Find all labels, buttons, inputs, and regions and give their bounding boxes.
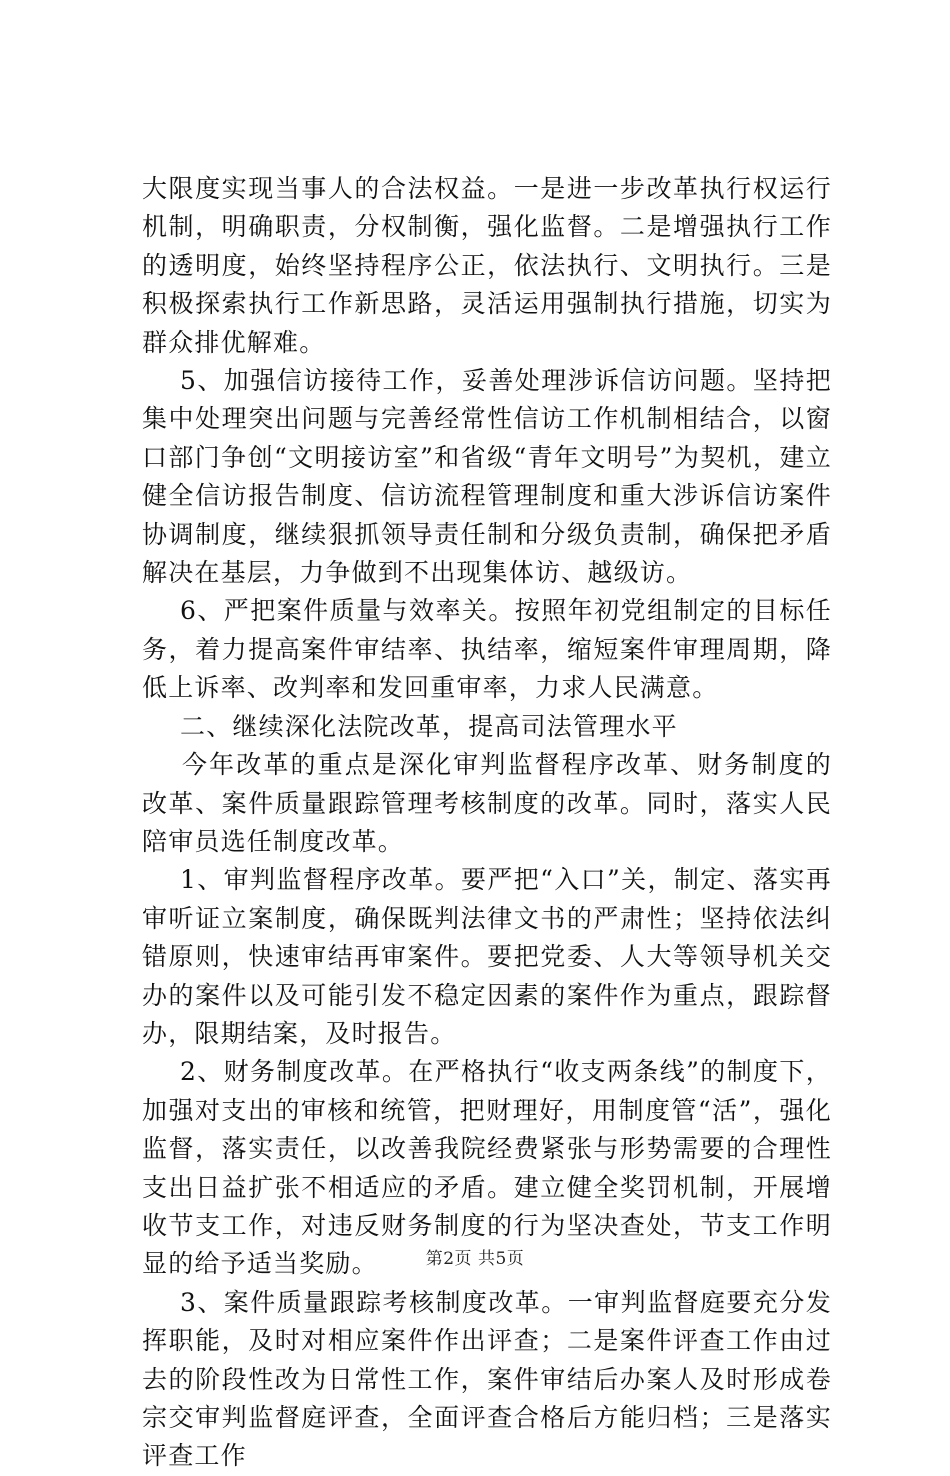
page-footer — [0, 1244, 950, 1269]
paragraph-item-6: 6、严把案件质量与效率关。按照年初党组制定的目标任务，着力提高案件审结率、执结率，缩短案件审理周期，降低上诉率、改判率和发回重审率，力求人民满意。 — [142, 596, 832, 703]
paragraph-reform-1: 1、审判监督程序改革。要严把“入口”关，制定、落实再审听证立案制度，确保既判法律文书的严肃性；坚持依法纠错原则，快速审结再审案件。要把党委、人大等领导机关交办的案件以及可能引发不稳定因素的案件作为重点，跟踪督办，限期结案，及时报告。 — [142, 865, 832, 1048]
page-number-label: 第2页 共5页 — [425, 1249, 525, 1269]
paragraph-reform-focus: 今年改革的重点是深化审判监督程序改革、财务制度的改革、案件质量跟踪管理考核制度的改革。同时，落实人民陪审员选任制度改革。 — [142, 750, 832, 856]
document-body — [142, 170, 832, 1476]
paragraph-reform-3: 3、案件质量跟踪考核制度改革。一审判监督庭要充分发挥职能，及时对相应案件作出评查；二是案件评查工作由过去的阶段性改为日常性工作，案件审结后办案人及时形成卷宗交审判监督庭评查，全面评查合格后方能归档；三是落实评查工作 — [142, 1287, 832, 1471]
paragraph-execution-continued: 大限度实现当事人的合法权益。一是进一步改革执行权运行机制，明确职责，分权制衡，强化监督。二是增强执行工作的透明度，始终坚持程序公正，依法执行、文明执行。三是积极探索执行工作新思路，灵活运用强制执行措施，切实为群众排优解难。 — [142, 174, 832, 357]
paragraph-reform-2: 2、财务制度改革。在严格执行“收支两条线”的制度下，加强对支出的审核和统管，把财理好，用制度管“活”，强化监督，落实责任，以改善我院经费紧张与形势需要的合理性支出日益扩张不相适应的矛盾。建立健全奖罚机制，开展增收节支工作，对违反财务制度的行为坚决查处，节支工作明显的给予适当奖励。 — [142, 1057, 832, 1279]
section-heading-2: 二、继续深化法院改革，提高司法管理水平 — [180, 711, 678, 741]
paragraph-item-5: 5、加强信访接待工作，妥善处理涉诉信访问题。坚持把集中处理突出问题与完善经常性信访工作机制相结合，以窗口部门争创“文明接访室”和省级“青年文明号”为契机，建立健全信访报告制度、信访流程管理制度和重大涉诉信访案件协调制度，继续狠抓领导责任制和分级负责制，确保把矛盾解决在基层，力争做到不出现集体访、越级访。 — [142, 366, 832, 588]
